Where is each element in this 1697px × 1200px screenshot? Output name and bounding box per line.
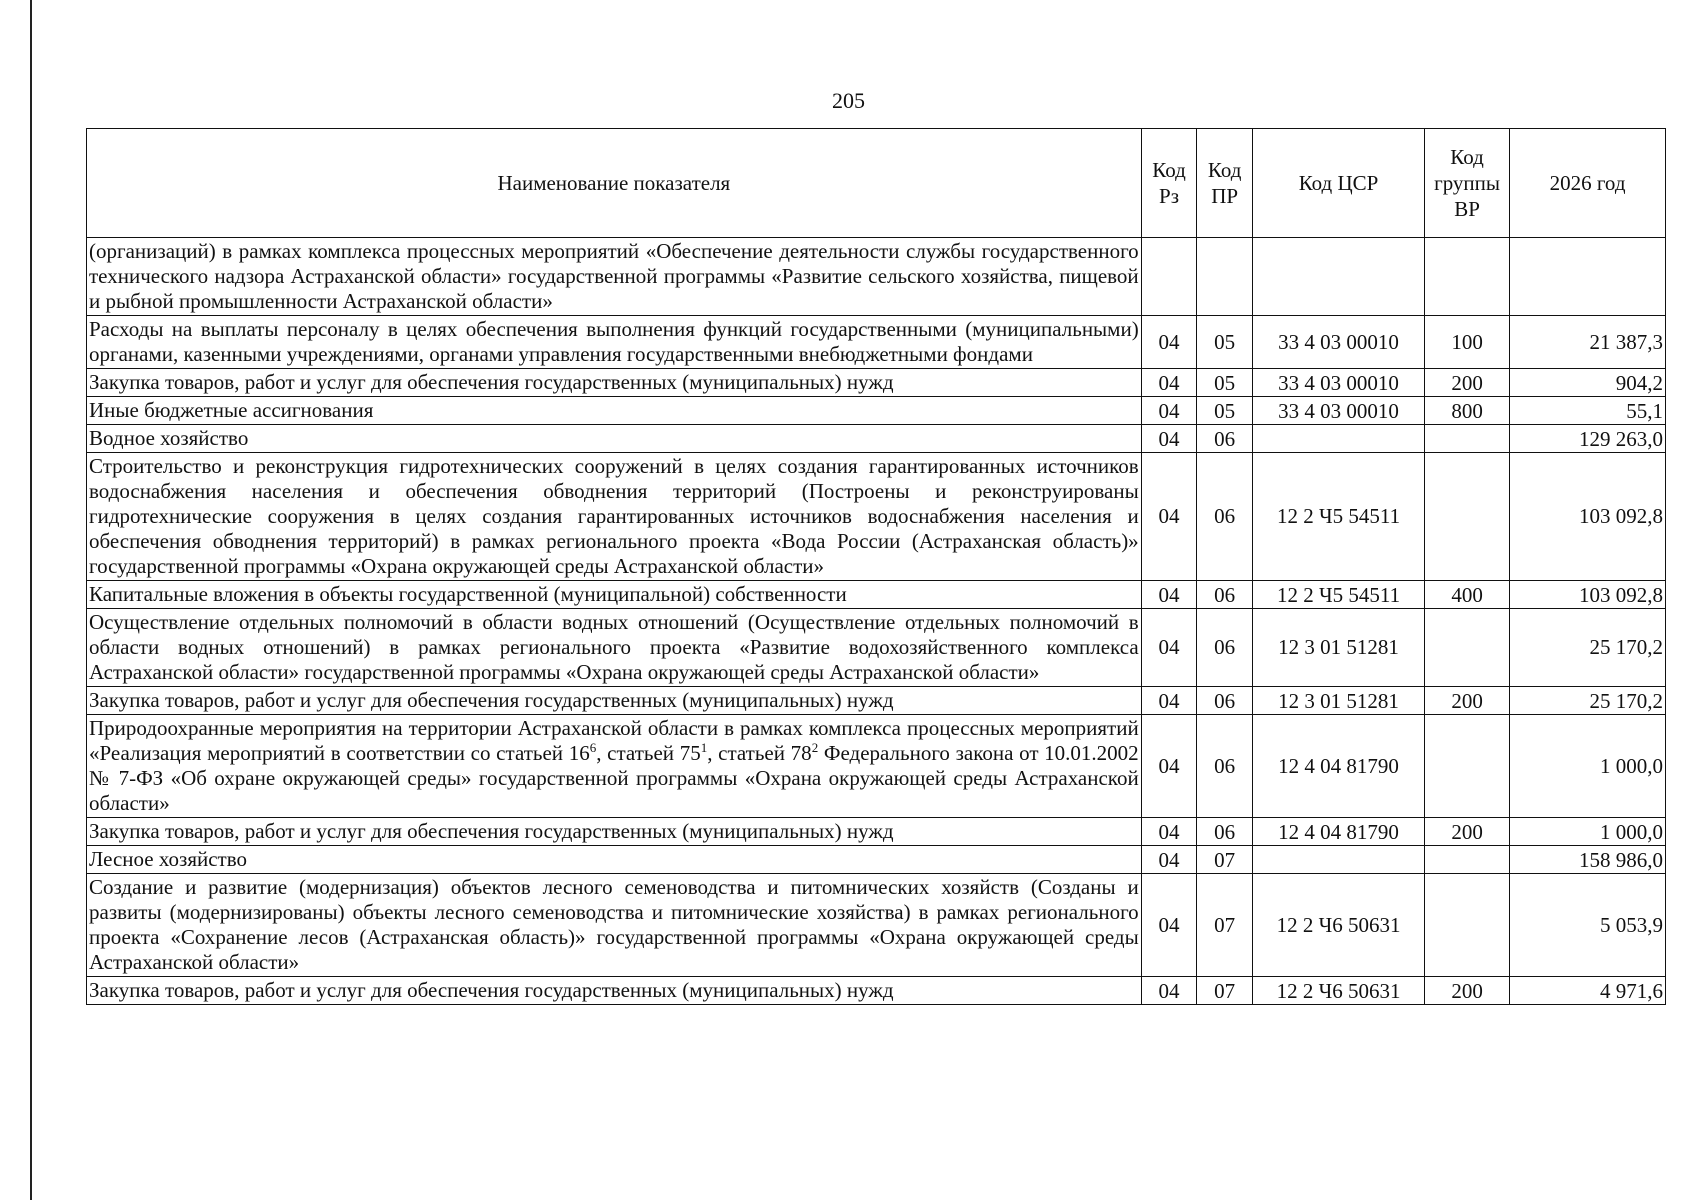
table-body	[87, 238, 1666, 1005]
table-row	[87, 874, 1666, 977]
budget-table	[86, 128, 1666, 1005]
row-code-csr: 12 2 Ч6 50631	[1253, 874, 1425, 977]
table-row	[87, 369, 1666, 397]
table-row	[87, 397, 1666, 425]
row-code-csr: 12 2 Ч5 54511	[1253, 453, 1425, 581]
row-code-pr: 06	[1197, 453, 1253, 581]
row-code-csr: 12 4 04 81790	[1253, 818, 1425, 846]
row-code-pr: 07	[1197, 874, 1253, 977]
row-code-rz: 04	[1141, 818, 1197, 846]
row-amount: 129 263,0	[1510, 425, 1666, 453]
row-code-vr: 400	[1425, 581, 1510, 609]
row-code-rz: 04	[1141, 874, 1197, 977]
page-margin-rule	[30, 0, 32, 1200]
row-code-rz: 04	[1141, 581, 1197, 609]
superscript: 2	[811, 740, 819, 755]
row-code-csr	[1253, 425, 1425, 453]
header-code-vr: Код группы ВР	[1425, 129, 1510, 238]
row-code-csr: 33 4 03 00010	[1253, 316, 1425, 369]
row-code-pr: 06	[1197, 425, 1253, 453]
row-name: Создание и развитие (модернизация) объектов лесного семеноводства и питомнических хозяйств (Созданы и развиты (модернизированы) объекты лесного семеноводства и питомнические хозяйства) в рамках регионального проекта «Сохранение лесов (Астраханская область)» государственной программы «Охрана окружающей среды Астраханской области»	[87, 874, 1142, 977]
row-code-pr: 06	[1197, 818, 1253, 846]
table-row	[87, 609, 1666, 687]
row-name: Лесное хозяйство	[87, 846, 1142, 874]
row-amount: 1 000,0	[1510, 818, 1666, 846]
row-name-part: Природоохранные мероприятия на территории Астраханской области в рамках комплекса процессных мероприятий «Реализация мероприятий в соответствии со статьей 16	[89, 716, 1139, 765]
row-code-csr: 33 4 03 00010	[1253, 369, 1425, 397]
row-code-vr: 200	[1425, 687, 1510, 715]
superscript: 6	[589, 740, 597, 755]
row-amount: 25 170,2	[1510, 687, 1666, 715]
row-code-vr: 200	[1425, 977, 1510, 1005]
row-name	[87, 715, 1142, 818]
row-code-pr: 06	[1197, 687, 1253, 715]
row-code-vr	[1425, 453, 1510, 581]
row-code-vr	[1425, 609, 1510, 687]
row-code-vr	[1425, 846, 1510, 874]
row-code-csr	[1253, 238, 1425, 316]
row-amount: 55,1	[1510, 397, 1666, 425]
row-code-csr: 12 4 04 81790	[1253, 715, 1425, 818]
row-code-vr	[1425, 425, 1510, 453]
row-code-rz: 04	[1141, 316, 1197, 369]
row-amount: 103 092,8	[1510, 581, 1666, 609]
row-code-rz: 04	[1141, 715, 1197, 818]
row-name-part: Федерального закона от 10.01.2002 № 7-ФЗ «Об охране окружающей среды» государственной программы «Охрана окружающей среды Астраханской области»	[89, 741, 1139, 815]
row-name-part: , статьей 75	[596, 741, 701, 765]
row-amount: 4 971,6	[1510, 977, 1666, 1005]
row-code-vr: 200	[1425, 369, 1510, 397]
row-name: Осуществление отдельных полномочий в области водных отношений (Осуществление отдельных полномочий в области водных отношений) в рамках регионального проекта «Развитие водохозяйственного комплекса Астраханской области» государственной программы «Охрана окружающей среды Астраханской области»	[87, 609, 1142, 687]
row-code-csr: 12 2 Ч6 50631	[1253, 977, 1425, 1005]
row-code-pr: 06	[1197, 609, 1253, 687]
row-name: Иные бюджетные ассигнования	[87, 397, 1142, 425]
row-code-pr: 06	[1197, 715, 1253, 818]
row-code-vr	[1425, 238, 1510, 316]
row-code-pr: 05	[1197, 316, 1253, 369]
row-name: Строительство и реконструкция гидротехнических сооружений в целях создания гарантированных источников водоснабжения населения и обеспечения обводнения территорий (Построены и реконструированы гидротехнические сооружения в целях создания гарантированных источников водоснабжения населения и обеспечения обводнения территорий) в рамках регионального проекта «Вода России (Астраханская область)» государственной программы «Охрана окружающей среды Астраханской области»	[87, 453, 1142, 581]
row-code-vr: 100	[1425, 316, 1510, 369]
header-code-rz: Код Рз	[1141, 129, 1197, 238]
row-amount: 5 053,9	[1510, 874, 1666, 977]
table-row	[87, 425, 1666, 453]
row-code-pr	[1197, 238, 1253, 316]
row-amount: 1 000,0	[1510, 715, 1666, 818]
row-code-rz: 04	[1141, 687, 1197, 715]
row-amount: 158 986,0	[1510, 846, 1666, 874]
table-row	[87, 238, 1666, 316]
row-amount	[1510, 238, 1666, 316]
row-code-csr: 33 4 03 00010	[1253, 397, 1425, 425]
row-name: Закупка товаров, работ и услуг для обеспечения государственных (муниципальных) нужд	[87, 977, 1142, 1005]
row-amount: 103 092,8	[1510, 453, 1666, 581]
row-code-rz: 04	[1141, 453, 1197, 581]
row-name: Закупка товаров, работ и услуг для обеспечения государственных (муниципальных) нужд	[87, 369, 1142, 397]
page-number: 205	[832, 88, 865, 113]
row-code-pr: 06	[1197, 581, 1253, 609]
table-header	[87, 129, 1666, 238]
row-name-part: , статьей 78	[707, 741, 812, 765]
row-name: Капитальные вложения в объекты государственной (муниципальной) собственности	[87, 581, 1142, 609]
header-name: Наименование показателя	[87, 129, 1142, 238]
header-row	[87, 129, 1666, 238]
row-code-pr: 05	[1197, 397, 1253, 425]
row-code-rz: 04	[1141, 397, 1197, 425]
header-code-pr: Код ПР	[1197, 129, 1253, 238]
row-code-rz: 04	[1141, 369, 1197, 397]
row-amount: 904,2	[1510, 369, 1666, 397]
table-row	[87, 581, 1666, 609]
table-row	[87, 977, 1666, 1005]
row-code-rz: 04	[1141, 977, 1197, 1005]
row-code-csr	[1253, 846, 1425, 874]
row-code-pr: 07	[1197, 846, 1253, 874]
row-code-rz: 04	[1141, 425, 1197, 453]
row-name: Расходы на выплаты персоналу в целях обеспечения выполнения функций государственными (муниципальными) органами, казенными учреждениями, органами управления государственными внебюджетными фондами	[87, 316, 1142, 369]
table-row	[87, 715, 1666, 818]
table-row	[87, 846, 1666, 874]
row-name: (организаций) в рамках комплекса процессных мероприятий «Обеспечение деятельности службы государственного технического надзора Астраханской области» государственной программы «Развитие сельского хозяйства, пищевой и рыбной промышленности Астраханской области»	[87, 238, 1142, 316]
row-code-csr: 12 2 Ч5 54511	[1253, 581, 1425, 609]
header-year-2026: 2026 год	[1510, 129, 1666, 238]
row-code-vr: 800	[1425, 397, 1510, 425]
row-code-pr: 05	[1197, 369, 1253, 397]
row-name: Закупка товаров, работ и услуг для обеспечения государственных (муниципальных) нужд	[87, 687, 1142, 715]
table-row	[87, 453, 1666, 581]
superscript: 1	[700, 740, 708, 755]
table-row	[87, 818, 1666, 846]
row-code-rz: 04	[1141, 846, 1197, 874]
row-code-vr	[1425, 874, 1510, 977]
header-code-csr: Код ЦСР	[1253, 129, 1425, 238]
row-code-csr: 12 3 01 51281	[1253, 687, 1425, 715]
table-row	[87, 316, 1666, 369]
row-name: Водное хозяйство	[87, 425, 1142, 453]
table-row	[87, 687, 1666, 715]
row-amount: 21 387,3	[1510, 316, 1666, 369]
row-name: Закупка товаров, работ и услуг для обеспечения государственных (муниципальных) нужд	[87, 818, 1142, 846]
row-code-vr	[1425, 715, 1510, 818]
row-code-rz	[1141, 238, 1197, 316]
row-code-csr: 12 3 01 51281	[1253, 609, 1425, 687]
row-code-vr: 200	[1425, 818, 1510, 846]
row-amount: 25 170,2	[1510, 609, 1666, 687]
row-code-rz: 04	[1141, 609, 1197, 687]
row-code-pr: 07	[1197, 977, 1253, 1005]
